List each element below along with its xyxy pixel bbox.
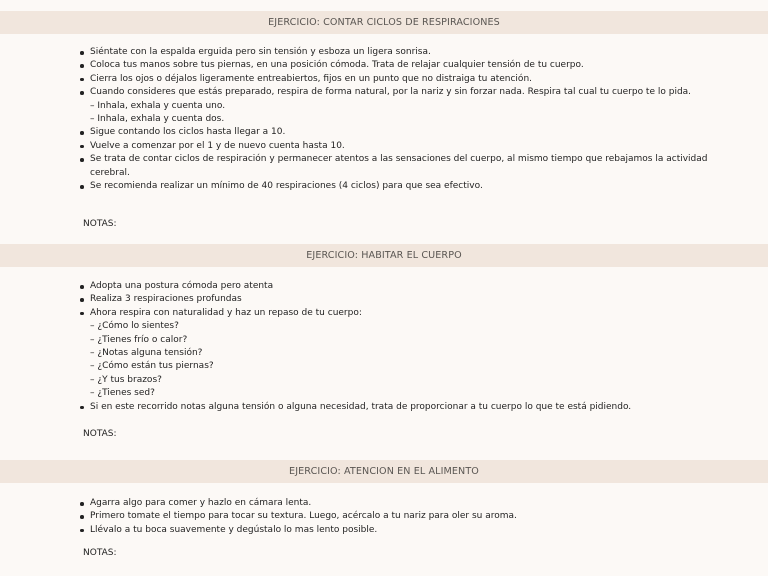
list-item: Cuando consideres que estás preparado, respira de forma natural, por la nariz y sin forzar nada. Respira tal cual tu cuerpo te lo pida. — [90, 86, 710, 99]
sub-list-item: – ¿Cómo están tus piernas? — [90, 361, 214, 372]
list-item: Coloca tus manos sobre tus piernas, en una posición cómoda. Trata de relajar cualquier tensión de tu cuerpo. — [90, 59, 710, 72]
section-header-atencion-alimento — [0, 460, 768, 483]
list-item: Adopta una postura cómoda pero atenta — [90, 280, 710, 293]
list-item: Cierra los ojos o déjalos ligeramente entreabiertos, fijos en un punto que no distraiga tu atención. — [90, 73, 710, 86]
section-list-atencion-alimento — [90, 497, 710, 537]
sub-list-item: – ¿Cómo lo sientes? — [90, 321, 179, 332]
section-title: EJERCICIO: CONTAR CICLOS DE RESPIRACIONES — [268, 17, 500, 28]
list-item: Si en este recorrido notas alguna tensión o alguna necesidad, trata de proporcionar a tu cuerpo lo que te está pidiendo. — [90, 401, 710, 414]
list-item: Llévalo a tu boca suavemente y degústalo lo mas lento posible. — [90, 524, 710, 537]
section-header-contar-ciclos — [0, 11, 768, 34]
sub-list-item: – ¿Y tus brazos? — [90, 374, 162, 385]
list-item: Agarra algo para comer y hazlo en cámara lenta. — [90, 497, 710, 510]
sub-list-item: – Inhala, exhala y cuenta dos. — [90, 114, 225, 125]
list-item: Realiza 3 respiraciones profundas — [90, 293, 710, 306]
section-list-contar-ciclos — [90, 46, 710, 193]
list-item: Se trata de contar ciclos de respiración y permanecer atentos a las sensaciones del cuerpo, al mismo tiempo que rebajamos la actividad cerebral. — [90, 153, 710, 180]
section-title: EJERCICIO: ATENCION EN EL ALIMENTO — [289, 466, 479, 477]
notes-label: NOTAS: — [83, 219, 117, 229]
list-item: Vuelve a comenzar por el 1 y de nuevo cuenta hasta 10. — [90, 140, 710, 153]
list-item: Se recomienda realizar un mínimo de 40 respiraciones (4 ciclos) para que sea efectivo. — [90, 180, 710, 193]
sub-list-item: – ¿Tienes sed? — [90, 388, 155, 399]
list-item: Primero tomate el tiempo para tocar su textura. Luego, acércalo a tu nariz para oler su aroma. — [90, 510, 710, 523]
section-header-habitar-cuerpo — [0, 244, 768, 267]
list-item: Sigue contando los ciclos hasta llegar a 10. — [90, 126, 710, 139]
sub-list-item: – ¿Tienes frío o calor? — [90, 334, 188, 345]
section-list-habitar-cuerpo — [90, 280, 710, 414]
list-item: Ahora respira con naturalidad y haz un repaso de tu cuerpo: — [90, 307, 710, 320]
notes-label: NOTAS: — [83, 548, 117, 558]
list-item: Siéntate con la espalda erguida pero sin tensión y esboza un ligera sonrisa. — [90, 46, 710, 59]
sub-list-item: – Inhala, exhala y cuenta uno. — [90, 100, 226, 111]
section-title: EJERCICIO: HABITAR EL CUERPO — [306, 250, 462, 261]
notes-label: NOTAS: — [83, 429, 117, 439]
sub-list-item: – ¿Notas alguna tensión? — [90, 348, 203, 359]
